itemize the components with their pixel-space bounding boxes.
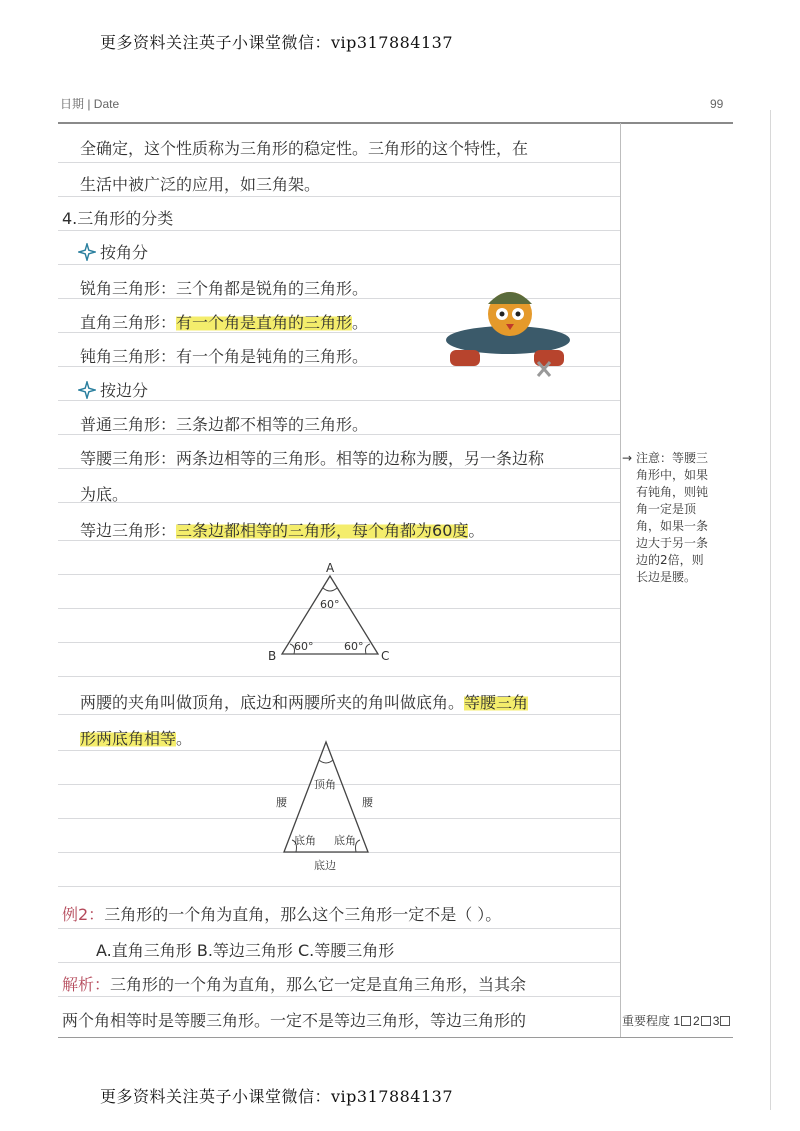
- subheading-by-angle: [78, 240, 148, 263]
- importance-level-3: 3: [712, 1014, 720, 1028]
- ruled-line: [58, 196, 620, 197]
- text-base-angle: [80, 690, 528, 713]
- checkbox-icon: [720, 1016, 730, 1026]
- equilateral-triangle-diagram: [260, 558, 400, 666]
- vertex-label-a: A: [326, 561, 335, 575]
- text-right-prefix: 直角三角形：: [80, 313, 177, 332]
- highlight-right: 有一个角是直角的三角形: [176, 313, 353, 332]
- text-line: 生活中被广泛的应用，如三角架。: [80, 175, 321, 194]
- subheading-label: 按边分: [100, 381, 149, 400]
- ruled-line: [58, 928, 620, 929]
- solution-line-cont: 两个角相等时是等腰三角形。一定不是等边三角形，等边三角形的: [62, 1011, 527, 1030]
- text-base-angle-pre: 两腰的夹角叫做顶角，底边和两腰所夹的角叫做底角。: [80, 693, 465, 712]
- vertex-label-b: B: [268, 649, 277, 663]
- text-acute: 锐角三角形：三个角都是锐角的三角形。: [80, 279, 369, 298]
- top-banner: 更多资料关注英子小课堂微信：vip317884137: [100, 33, 454, 52]
- text-right: [80, 310, 368, 333]
- angle-label-c: 60°: [344, 640, 364, 653]
- angle-arc: [319, 760, 333, 763]
- section-title: 4.三角形的分类: [62, 209, 174, 228]
- text-line: 全确定，这个性质称为三角形的稳定性。三角形的这个特性，在: [80, 139, 529, 158]
- leg-label-right: 腰: [362, 796, 373, 809]
- apex-angle-label: 顶角: [314, 778, 336, 791]
- side-note: [622, 450, 732, 586]
- importance-level-1: 1: [673, 1014, 681, 1028]
- highlight-base-angle-cont: 形两底角相等: [80, 729, 177, 748]
- ruled-line: [58, 996, 620, 997]
- star-icon: [78, 381, 96, 399]
- ruled-line: [58, 676, 620, 677]
- importance-label: 重要程度: [622, 1014, 671, 1028]
- angle-arc: [356, 840, 361, 852]
- ruled-line: [58, 714, 620, 715]
- header-rule: [58, 122, 733, 124]
- star-icon: [78, 243, 96, 261]
- text-base-angle-end: 。: [176, 729, 193, 748]
- mascot-illustration: [438, 276, 578, 386]
- solution-text: 三角形的一个角为直角，那么它一定是直角三角形，当其余: [110, 975, 527, 994]
- text-obtuse: 钝角三角形：有一个角是钝角的三角形。: [80, 347, 369, 366]
- solution-line: [62, 972, 526, 995]
- importance-level-2: 2: [693, 1014, 700, 1028]
- checkbox-icon: [701, 1016, 711, 1026]
- leg-label-left: 腰: [276, 796, 287, 809]
- highlight-base-angle: 等腰三角: [464, 693, 529, 712]
- importance-rating: [622, 1012, 732, 1029]
- angle-label-b: 60°: [294, 640, 314, 653]
- vertex-label-c: C: [381, 649, 390, 663]
- text-equilateral: [80, 518, 484, 541]
- ruled-line: [58, 264, 620, 265]
- date-label: 日期 | Date: [60, 97, 120, 111]
- checkbox-icon: [681, 1016, 691, 1026]
- example-label: 例2：: [62, 905, 105, 924]
- footer-rule: [58, 1037, 733, 1038]
- solution-label: 解析：: [62, 975, 111, 994]
- subheading-by-side: [78, 378, 148, 401]
- ruled-line: [58, 162, 620, 163]
- example-line: [62, 902, 501, 925]
- page-number: 99: [710, 97, 724, 111]
- isosceles-triangle-diagram: [270, 736, 390, 874]
- page-edge: [770, 110, 771, 1110]
- arrow-right-icon: →: [622, 451, 633, 465]
- angle-label-a: 60°: [320, 598, 340, 611]
- text-base-angle-cont: [80, 726, 192, 749]
- margin-line: [620, 123, 621, 1038]
- text-equi-prefix: 等边三角形：: [80, 521, 177, 540]
- base-angle-label-left: 底角: [294, 834, 316, 847]
- ruled-line: [58, 230, 620, 231]
- ruled-line: [58, 502, 620, 503]
- ruled-line: [58, 886, 620, 887]
- side-note-text: 注意：等腰三 角形中，如果 有钝角，则钝 角一定是顶 角，如果一条 边大于另一条 边的2倍，则 长边是腰。: [636, 451, 709, 584]
- example-question: 三角形的一个角为直角，那么这个三角形一定不是（ ）。: [104, 905, 502, 924]
- base-angle-label-right: 底角: [334, 834, 356, 847]
- angle-arc: [366, 644, 371, 654]
- text-right-end: 。: [352, 313, 369, 332]
- ruled-line: [58, 962, 620, 963]
- highlight-equilateral: 三条边都相等的三角形，每个角都为60度: [176, 521, 469, 540]
- angle-arc: [323, 588, 337, 591]
- text-equi-end: 。: [468, 521, 485, 540]
- example-options: A.直角三角形 B.等边三角形 C.等腰三角形: [96, 941, 395, 960]
- text-scalene: 普通三角形：三条边都不相等的三角形。: [80, 415, 369, 434]
- subheading-label: 按角分: [100, 243, 149, 262]
- text-isosceles-cont: 为底。: [80, 485, 129, 504]
- bottom-banner: 更多资料关注英子小课堂微信：vip317884137: [100, 1087, 454, 1106]
- text-isosceles: 等腰三角形：两条边相等的三角形。相等的边称为腰，另一条边称: [80, 449, 545, 468]
- base-label: 底边: [314, 859, 336, 872]
